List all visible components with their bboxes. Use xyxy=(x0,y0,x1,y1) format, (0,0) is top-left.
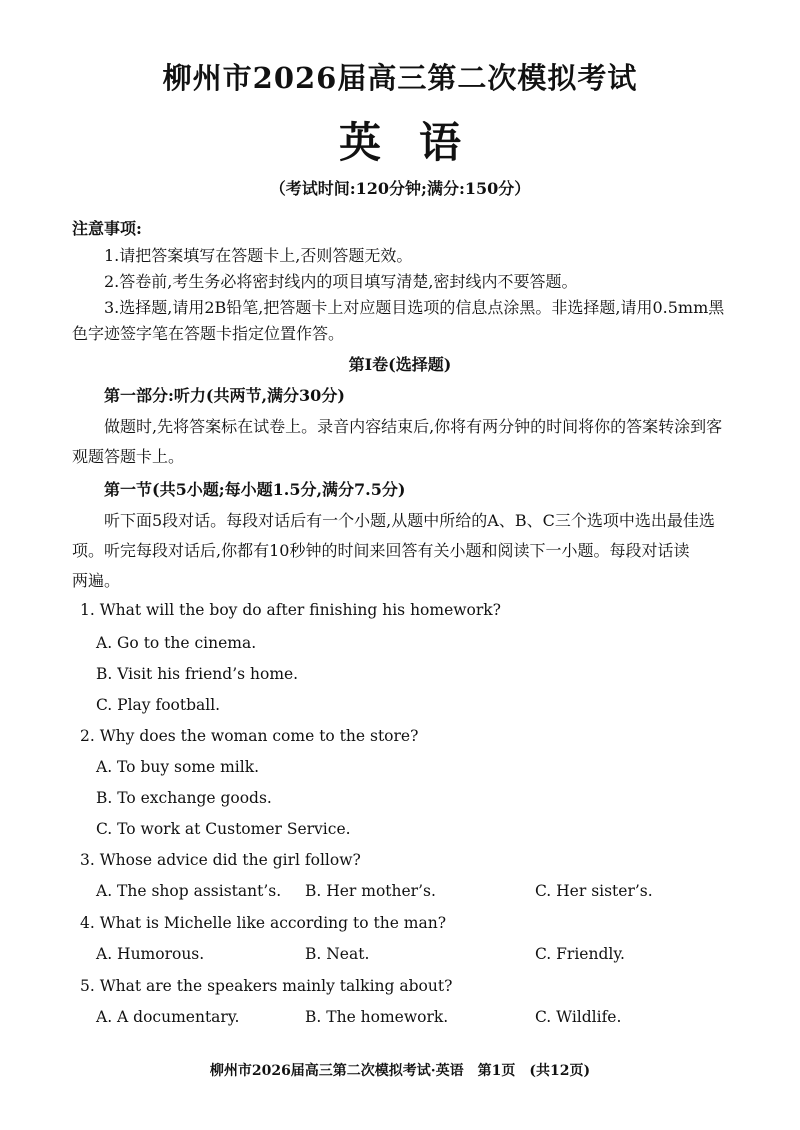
question-1-stem: 1. What will the boy do after finishing his homework? xyxy=(80,601,501,619)
question-3-option-c[interactable]: C. Her sister’s. xyxy=(535,882,653,900)
question-5-option-b[interactable]: B. The homework. xyxy=(305,1008,449,1026)
section1-instruction-line-3: 两遍。 xyxy=(72,571,121,590)
exam-title: 柳州市2026届高三第二次模拟考试 xyxy=(162,61,638,95)
question-2-stem: 2. Why does the woman come to the store? xyxy=(80,727,419,745)
question-4-option-c[interactable]: C. Friendly. xyxy=(535,945,625,963)
exam-time-score: （考试时间:120分钟;满分:150分） xyxy=(269,179,531,198)
part1-title: 第一部分:听力(共两节,满分30分) xyxy=(104,386,345,405)
note-item-3: 3.选择题,请用2B铅笔,把答题卡上对应题目选项的信息点涂黑。非选择题,请用0.5mm黑 xyxy=(104,298,725,317)
part1-instruction-line-1: 做题时,先将答案标在试卷上。录音内容结束后,你将有两分钟的时间将你的答案转涂到客 xyxy=(104,417,723,436)
question-4-stem: 4. What is Michelle like according to the man? xyxy=(80,914,447,932)
question-2-option-b[interactable]: B. To exchange goods. xyxy=(96,789,272,807)
question-3-stem: 3. Whose advice did the girl follow? xyxy=(80,851,361,869)
note-item-3-cont: 色字迹签字笔在答题卡指定位置作答。 xyxy=(72,324,345,343)
note-item-2: 2.答卷前,考生务必将密封线内的项目填写清楚,密封线内不要答题。 xyxy=(104,272,578,291)
page-footer: 柳州市2026届高三第二次模拟考试·英语 第1页 (共12页) xyxy=(209,1063,591,1079)
section1-instruction-line-1: 听下面5段对话。每段对话后有一个小题,从题中所给的A、B、C三个选项中选出最佳选 xyxy=(104,511,715,530)
question-3-option-b[interactable]: B. Her mother’s. xyxy=(305,882,436,900)
section1-title: 第一节(共5小题;每小题1.5分,满分7.5分) xyxy=(104,480,406,499)
volume-title: 第Ⅰ卷(选择题) xyxy=(348,355,452,374)
part1-instruction-line-2: 观题答题卡上。 xyxy=(72,447,185,466)
question-5-option-c[interactable]: C. Wildlife. xyxy=(535,1008,622,1026)
section1-instruction-line-2: 项。听完每段对话后,你都有10秒钟的时间来回答有关小题和阅读下一小题。每段对话读 xyxy=(72,541,690,560)
question-1-option-a[interactable]: A. Go to the cinema. xyxy=(96,634,257,652)
question-2-option-c[interactable]: C. To work at Customer Service. xyxy=(96,820,351,838)
question-4-option-b[interactable]: B. Neat. xyxy=(305,945,370,963)
question-1-option-b[interactable]: B. Visit his friend’s home. xyxy=(96,665,299,683)
question-4-option-a[interactable]: A. Humorous. xyxy=(96,945,205,963)
question-5-stem: 5. What are the speakers mainly talking about? xyxy=(80,977,453,995)
note-item-1: 1.请把答案填写在答题卡上,否则答题无效。 xyxy=(104,246,413,265)
question-3-option-a[interactable]: A. The shop assistant’s. xyxy=(96,882,282,900)
notes-heading: 注意事项: xyxy=(72,219,142,238)
question-2-option-a[interactable]: A. To buy some milk. xyxy=(96,758,260,776)
subject-title: 英语 xyxy=(338,118,499,167)
question-1-option-c[interactable]: C. Play football. xyxy=(96,696,221,714)
question-5-option-a[interactable]: A. A documentary. xyxy=(96,1008,240,1026)
